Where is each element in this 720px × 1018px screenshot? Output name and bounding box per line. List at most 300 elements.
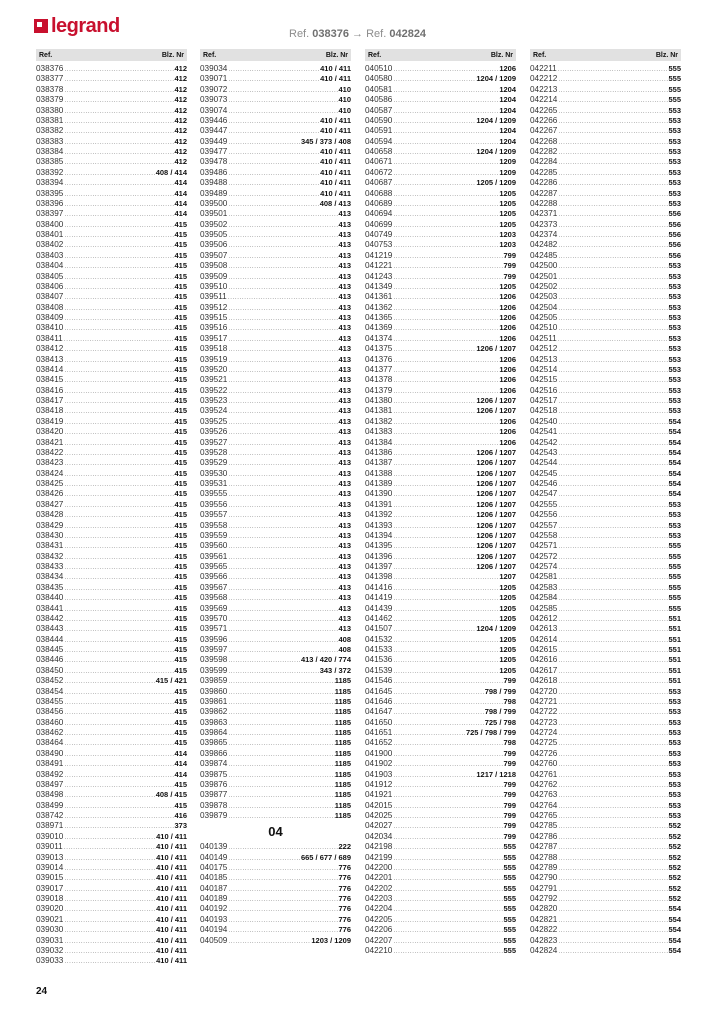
page-ref: 410 / 411 [156, 842, 187, 852]
index-column-1 [36, 49, 187, 967]
dot-leader [227, 905, 338, 914]
ref-number: 042555 [530, 499, 558, 509]
index-row [530, 74, 681, 84]
index-row [36, 199, 187, 209]
ref-number: 042505 [530, 313, 558, 322]
ref-number: 042201 [365, 873, 393, 883]
ref-number: 042503 [530, 292, 558, 302]
ref-number: 039527 [200, 437, 228, 447]
index-row [530, 500, 681, 510]
dot-leader [227, 490, 338, 499]
page-ref: 415 [174, 230, 187, 239]
column-header-page: Blz. Nr [490, 51, 513, 59]
ref-number: 039510 [200, 281, 228, 291]
index-row [200, 74, 351, 84]
index-row [530, 178, 681, 188]
ref-number: 042791 [530, 883, 558, 893]
page-ref: 410 [338, 105, 351, 115]
dot-leader [557, 221, 668, 230]
ref-number: 038383 [36, 136, 64, 146]
dot-leader [392, 345, 476, 354]
ref-number: 042724 [530, 728, 558, 737]
dot-leader [227, 407, 338, 416]
page-ref: 415 [174, 499, 187, 509]
ref-number: 038450 [36, 665, 64, 675]
page-ref: 553 [668, 323, 681, 333]
page-ref: 1206 [499, 64, 516, 73]
dot-leader [392, 822, 503, 831]
dot-leader [63, 138, 174, 147]
index-row [36, 365, 187, 375]
range-to-ref: 042824 [389, 28, 427, 40]
page-ref: 1209 [499, 157, 516, 167]
range-arrow: → [352, 28, 364, 40]
dot-leader [557, 636, 668, 645]
index-row [36, 707, 187, 717]
page-ref: 415 [174, 416, 187, 426]
ref-number: 042556 [530, 510, 558, 520]
page-ref: 1206 / 1207 [476, 551, 516, 561]
ref-number: 038445 [36, 645, 64, 654]
ref-number: 038425 [36, 479, 64, 488]
page-ref: 413 [338, 250, 351, 260]
brand-name: legrand [51, 14, 120, 37]
dot-leader [392, 470, 476, 479]
index-row [530, 417, 681, 427]
index-row [530, 593, 681, 603]
page-ref: 798 / 799 [484, 707, 516, 717]
page-ref: 553 [668, 344, 681, 354]
page-ref: 413 [338, 479, 351, 488]
page-ref: 415 [174, 541, 187, 551]
index-row [36, 95, 187, 105]
dot-leader [557, 781, 668, 790]
index-row [530, 479, 681, 489]
ref-number: 042500 [530, 261, 558, 271]
ref-number: 038492 [36, 769, 64, 779]
index-row [200, 344, 351, 354]
index-row [530, 427, 681, 437]
ref-number: 041381 [365, 406, 393, 416]
page-ref: 553 [668, 126, 681, 136]
index-row [365, 531, 516, 541]
page-ref: 410 / 411 [156, 852, 187, 862]
index-row [200, 64, 351, 74]
ref-number: 042511 [530, 333, 557, 343]
dot-leader [227, 200, 319, 209]
page-ref: 799 [503, 779, 516, 789]
ref-number: 039876 [200, 779, 228, 789]
dot-leader [557, 449, 668, 458]
dot-leader [63, 376, 174, 385]
ref-number: 038452 [36, 676, 64, 686]
page-ref: 1206 [499, 416, 516, 426]
index-row [36, 313, 187, 323]
page-ref: 410 / 411 [320, 64, 351, 73]
index-row [530, 95, 681, 105]
ref-number: 039013 [36, 852, 64, 862]
page-ref: 551 [668, 665, 681, 675]
ref-number: 041903 [365, 769, 393, 779]
page-ref: 413 [338, 613, 351, 623]
index-row [530, 106, 681, 116]
index-row [530, 624, 681, 634]
dot-leader [227, 854, 301, 863]
dot-leader [63, 656, 174, 665]
index-row [365, 884, 516, 894]
ref-number: 042516 [530, 385, 558, 395]
dot-leader [392, 511, 476, 520]
page-ref: 413 [338, 437, 351, 447]
page-ref: 1206 / 1207 [476, 396, 516, 405]
page-ref: 414 [174, 759, 187, 769]
page-number: 24 [36, 986, 48, 997]
index-row [365, 801, 516, 811]
ref-number: 040194 [200, 925, 228, 935]
dot-leader [392, 397, 476, 406]
page-ref: 415 [174, 707, 187, 717]
ref-number: 039018 [36, 894, 64, 903]
ref-number: 042547 [530, 489, 558, 499]
page-ref: 1206 / 1207 [476, 520, 516, 530]
page-ref: 1205 [499, 665, 516, 675]
dot-leader [557, 262, 668, 271]
dot-leader [63, 490, 174, 499]
page-ref: 413 [338, 593, 351, 603]
ref-number: 041369 [365, 323, 393, 333]
ref-number: 038433 [36, 562, 64, 571]
dot-leader [557, 605, 668, 614]
dot-leader [392, 324, 499, 333]
index-row [365, 261, 516, 271]
index-row [530, 334, 681, 344]
ref-number: 040688 [365, 188, 393, 198]
page-ref: 415 [174, 696, 187, 706]
dot-leader [392, 490, 476, 499]
dot-leader [63, 127, 174, 136]
dot-leader [227, 511, 338, 520]
ref-number: 041900 [365, 748, 393, 758]
dot-leader [227, 418, 338, 427]
ref-number: 042025 [365, 811, 393, 820]
dot-leader [227, 729, 334, 738]
ref-number: 039875 [200, 769, 228, 779]
dot-leader [392, 522, 476, 531]
page-ref: 415 [174, 634, 187, 644]
dot-leader [63, 324, 174, 333]
dot-leader [557, 854, 668, 863]
dot-leader [392, 532, 476, 541]
page-ref: 412 [174, 64, 187, 73]
index-row [365, 375, 516, 385]
page-ref: 413 [338, 302, 351, 312]
page-ref: 410 / 411 [156, 914, 187, 924]
page-ref: 555 [503, 883, 516, 893]
dot-leader [63, 605, 174, 614]
ref-number: 038490 [36, 748, 64, 758]
ref-number: 041439 [365, 603, 393, 613]
page-ref: 415 [174, 313, 187, 322]
dot-leader [392, 231, 499, 240]
page-ref: 413 [338, 499, 351, 509]
index-row [36, 355, 187, 365]
page-ref: 1206 [499, 437, 516, 447]
dot-leader [63, 449, 174, 458]
dot-leader [392, 96, 499, 105]
ref-number: 042542 [530, 437, 558, 447]
index-row [530, 323, 681, 333]
index-row [365, 624, 516, 634]
page-ref: 555 [503, 852, 516, 862]
page-ref: 553 [668, 738, 681, 748]
ref-number: 039506 [200, 240, 228, 250]
page-ref: 408 [338, 634, 351, 644]
index-row [365, 842, 516, 852]
ref-number: 041349 [365, 281, 393, 291]
dot-leader [63, 179, 174, 188]
page-ref: 415 [174, 385, 187, 395]
index-row [365, 116, 516, 126]
dot-leader [227, 594, 338, 603]
page-ref: 413 [338, 219, 351, 229]
ref-number: 042765 [530, 811, 558, 820]
page-ref: 1207 [499, 572, 516, 582]
index-row [36, 272, 187, 282]
index-row [365, 614, 516, 624]
ref-number: 041647 [365, 707, 393, 717]
dot-leader [63, 688, 174, 697]
index-row [200, 676, 351, 686]
index-row [365, 749, 516, 759]
ref-number: 041362 [365, 302, 393, 312]
dot-leader [63, 200, 174, 209]
index-row [530, 655, 681, 665]
dot-leader [392, 885, 503, 894]
dot-leader [227, 874, 338, 883]
ref-number: 042721 [530, 696, 558, 706]
dot-leader [63, 542, 174, 551]
ref-number: 042540 [530, 416, 558, 426]
page-ref: 415 [174, 458, 187, 468]
ref-number: 041650 [365, 717, 393, 727]
index-row [36, 510, 187, 520]
page-ref: 1204 [499, 84, 516, 94]
ref-number: 039567 [200, 582, 228, 592]
dot-leader [557, 470, 668, 479]
index-row [36, 915, 187, 925]
index-row [36, 956, 187, 966]
index-row [365, 821, 516, 831]
ref-number: 042265 [530, 105, 558, 115]
page-ref: 553 [668, 292, 681, 302]
ref-number: 039570 [200, 613, 228, 623]
page-ref: 415 [174, 717, 187, 727]
dot-leader [392, 158, 499, 167]
ref-number: 038421 [36, 437, 64, 447]
page-ref: 1206 [499, 313, 516, 322]
dot-leader [227, 584, 338, 593]
index-row [36, 655, 187, 665]
page-ref: 1205 [499, 281, 516, 291]
index-row [200, 458, 351, 468]
ref-number: 042198 [365, 842, 393, 852]
dot-leader [63, 532, 174, 541]
ref-number: 040672 [365, 167, 393, 177]
page-ref: 555 [503, 862, 516, 872]
dot-leader [227, 501, 338, 510]
ref-number: 039874 [200, 759, 228, 769]
ref-number: 038417 [36, 396, 64, 405]
index-row [530, 614, 681, 624]
ref-number: 038384 [36, 147, 64, 156]
index-row [36, 220, 187, 230]
index-row [200, 147, 351, 157]
page-ref: 410 / 411 [320, 115, 351, 125]
page-ref: 414 [174, 198, 187, 208]
ref-number: 038380 [36, 105, 64, 115]
dot-leader [392, 843, 503, 852]
ref-number: 041646 [365, 696, 393, 706]
index-row [365, 85, 516, 95]
ref-number: 039555 [200, 489, 228, 499]
ref-number: 042288 [530, 198, 558, 208]
page-ref: 414 [174, 178, 187, 188]
index-row [36, 925, 187, 935]
ref-number: 041388 [365, 468, 393, 478]
ref-number: 042373 [530, 219, 558, 229]
column-header [200, 49, 351, 61]
index-row [530, 199, 681, 209]
page-ref: 1205 [499, 582, 516, 592]
page-ref: 1204 [499, 136, 516, 146]
index-row [365, 334, 516, 344]
index-row [200, 240, 351, 250]
index-row [530, 562, 681, 572]
page-ref: 1205 [499, 188, 516, 198]
page-ref: 415 [174, 779, 187, 789]
page-ref: 555 [668, 551, 681, 561]
index-row [365, 666, 516, 676]
page-ref: 1185 [334, 769, 351, 779]
index-row [200, 220, 351, 230]
dot-leader [63, 480, 174, 489]
index-row [200, 417, 351, 427]
index-row [365, 126, 516, 136]
dot-leader [63, 169, 155, 178]
page-ref: 1206 [499, 427, 516, 437]
ref-number: 038408 [36, 302, 64, 312]
dot-leader [557, 843, 668, 852]
index-row [365, 344, 516, 354]
page-ref: 553 [668, 333, 681, 343]
page-ref: 553 [668, 188, 681, 198]
ref-number: 042267 [530, 126, 558, 136]
page-ref: 413 [338, 530, 351, 540]
index-row [36, 884, 187, 894]
ref-number: 042788 [530, 852, 558, 862]
dot-leader [227, 210, 338, 219]
page-ref: 553 [668, 157, 681, 167]
page-ref: 413 [338, 468, 351, 478]
page-ref: 555 [503, 842, 516, 852]
page-ref: 1206 [499, 385, 516, 395]
page-ref: 1209 [499, 167, 516, 177]
ref-number: 039449 [200, 136, 228, 146]
ref-number: 039505 [200, 230, 228, 239]
page-ref: 665 / 677 / 689 [300, 852, 351, 862]
page-ref: 553 [668, 779, 681, 789]
index-row [200, 313, 351, 323]
page-ref: 412 [174, 115, 187, 125]
page-ref: 552 [668, 894, 681, 903]
dot-leader [557, 739, 668, 748]
ref-number: 038377 [36, 74, 64, 84]
index-row [530, 240, 681, 250]
page-ref: 553 [668, 510, 681, 520]
page-ref: 413 [338, 603, 351, 613]
page-ref: 415 [174, 551, 187, 561]
page-ref: 1185 [334, 748, 351, 758]
dot-leader [392, 480, 476, 489]
ref-number: 041395 [365, 541, 393, 551]
dot-leader [557, 324, 668, 333]
dot-leader [63, 750, 174, 759]
dot-leader [63, 470, 174, 479]
index-row [200, 541, 351, 551]
ref-number: 042585 [530, 603, 558, 613]
page-ref: 555 [668, 572, 681, 582]
page-ref: 1206 [499, 323, 516, 333]
ref-number: 040753 [365, 240, 393, 250]
ref-number: 038395 [36, 188, 64, 198]
index-row [365, 448, 516, 458]
index-row [200, 770, 351, 780]
index-row [530, 469, 681, 479]
ref-number: 038397 [36, 209, 64, 219]
dot-leader [227, 345, 338, 354]
index-row [200, 562, 351, 572]
ref-number: 039518 [200, 344, 228, 354]
page-ref: 1217 / 1218 [476, 769, 516, 779]
ref-number: 039866 [200, 748, 228, 758]
ref-number: 041219 [365, 250, 393, 260]
dot-leader [63, 916, 156, 925]
ref-number: 040580 [365, 74, 393, 84]
dot-leader [392, 688, 484, 697]
index-row [365, 676, 516, 686]
dot-leader [392, 667, 499, 676]
index-row [36, 438, 187, 448]
dot-leader [392, 573, 499, 582]
ref-number: 039517 [200, 333, 228, 343]
index-row [36, 562, 187, 572]
page-ref: 413 [338, 261, 351, 271]
index-row [200, 365, 351, 375]
ref-number: 039524 [200, 406, 228, 416]
ref-number: 042213 [530, 84, 558, 94]
page-ref: 1206 [499, 292, 516, 302]
ref-number: 038405 [36, 271, 64, 281]
ref-number: 042571 [530, 541, 558, 551]
dot-leader [227, 480, 338, 489]
index-row [200, 904, 351, 914]
index-row [530, 873, 681, 883]
dot-leader [392, 760, 503, 769]
dot-leader [392, 636, 499, 645]
page-ref: 410 / 411 [156, 925, 187, 935]
index-row [200, 718, 351, 728]
dot-leader [227, 708, 334, 717]
